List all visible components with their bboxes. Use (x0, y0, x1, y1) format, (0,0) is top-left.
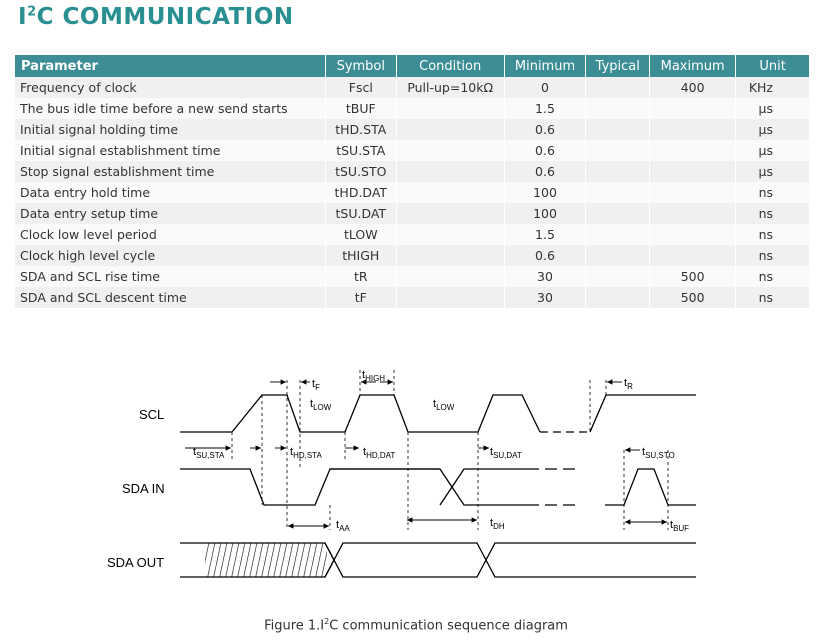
page-title: $I^2C$ COMMUNICATION (18, 4, 294, 30)
cell-typical (586, 224, 650, 245)
cell-unit: μs (736, 98, 809, 119)
cell-maximum (650, 161, 736, 182)
cell-minimum: 100 (504, 182, 586, 203)
i2c-timing-diagram (0, 360, 832, 615)
cell-maximum (650, 182, 736, 203)
figure-caption: Figure $1.I^2C$ communication sequence diagram (264, 617, 568, 634)
table-row (15, 77, 809, 98)
table-row (15, 140, 809, 161)
table-row (15, 161, 809, 182)
cell-minimum: 100 (504, 203, 586, 224)
cell-unit: ns (736, 266, 809, 287)
cell-minimum: 30 (504, 266, 586, 287)
t-dh-label: $t_{DH}$ (490, 517, 505, 531)
cell-parameter: Initial signal holding time (15, 119, 325, 140)
header-maximum: Maximum (650, 55, 736, 77)
cell-minimum: 0.6 (504, 119, 586, 140)
header-minimum: Minimum (504, 55, 586, 77)
cell-maximum (650, 245, 736, 266)
t-f-label: $t_F$ (312, 378, 320, 392)
cell-minimum: 0.6 (504, 161, 586, 182)
t-aa-label: $t_{AA}$ (336, 519, 350, 533)
cell-symbol: tSU.DAT (325, 203, 396, 224)
cell-parameter: Clock high level cycle (15, 245, 325, 266)
cell-symbol: tSU.STA (325, 140, 396, 161)
table-row (15, 266, 809, 287)
cell-unit: ns (736, 224, 809, 245)
cell-condition (396, 203, 504, 224)
cell-typical (586, 182, 650, 203)
cell-symbol: Fscl (325, 77, 396, 98)
timing-reference-lines (232, 370, 668, 530)
cell-parameter: Initial signal establishment time (15, 140, 325, 161)
cell-typical (586, 287, 650, 308)
table-row (15, 245, 809, 266)
cell-maximum: 400 (650, 77, 736, 98)
cell-unit: μs (736, 161, 809, 182)
cell-minimum: 0.6 (504, 245, 586, 266)
cell-condition (396, 266, 504, 287)
t-hd-sta-label: $t_{HD,STA}$ (290, 446, 322, 460)
cell-parameter: SDA and SCL descent time (15, 287, 325, 308)
t-su-dat-label: $t_{SU,DAT}$ (490, 446, 522, 460)
header-typical: Typical (586, 55, 650, 77)
cell-typical (586, 119, 650, 140)
cell-minimum: 0.6 (504, 140, 586, 161)
t-su-sta-label: $t_{SU,STA}$ (193, 446, 225, 460)
cell-symbol: tHD.STA (325, 119, 396, 140)
cell-parameter: Stop signal establishment time (15, 161, 325, 182)
cell-minimum: 1.5 (504, 224, 586, 245)
cell-parameter: Data entry hold time (15, 182, 325, 203)
sda-out-waveform (180, 543, 696, 577)
table-row (15, 224, 809, 245)
cell-symbol: tSU.STO (325, 161, 396, 182)
cell-condition (396, 245, 504, 266)
header-parameter: Parameter (15, 55, 325, 77)
table-row (15, 287, 809, 308)
cell-symbol: tR (325, 266, 396, 287)
t-low-label-2: $t_{LOW}$ (433, 398, 455, 412)
cell-typical (586, 203, 650, 224)
table-row (15, 182, 809, 203)
sda-out-label: SDA OUT (107, 555, 165, 570)
table-header-row (15, 55, 809, 77)
t-low-label-1: $t_{LOW}$ (310, 398, 332, 412)
cell-typical (586, 161, 650, 182)
header-condition: Condition (396, 55, 504, 77)
cell-condition (396, 182, 504, 203)
sda-in-waveform (180, 469, 696, 505)
cell-minimum: 1.5 (504, 98, 586, 119)
t-su-sto-label: $t_{SU,STO}$ (642, 446, 675, 460)
cell-typical (586, 266, 650, 287)
scl-waveform (180, 395, 696, 432)
cell-maximum (650, 140, 736, 161)
cell-parameter: Frequency of clock (15, 77, 325, 98)
cell-parameter: SDA and SCL rise time (15, 266, 325, 287)
cell-maximum (650, 98, 736, 119)
sda-in-label: SDA IN (122, 481, 165, 496)
header-unit: Unit (736, 55, 809, 77)
table-row (15, 203, 809, 224)
header-symbol: Symbol (325, 55, 396, 77)
cell-typical (586, 98, 650, 119)
i2c-parameter-table (15, 55, 809, 308)
cell-condition: Pull-up=10kΩ (396, 77, 504, 98)
cell-typical (586, 77, 650, 98)
cell-condition (396, 224, 504, 245)
t-buf-label: $t_{BUF}$ (670, 519, 690, 533)
cell-condition (396, 140, 504, 161)
t-high-label: $t_{HIGH}$ (362, 369, 386, 383)
cell-minimum: 30 (504, 287, 586, 308)
table-row (15, 98, 809, 119)
cell-unit: KHz (736, 77, 809, 98)
cell-condition (396, 119, 504, 140)
cell-symbol: tHD.DAT (325, 182, 396, 203)
cell-minimum: 0 (504, 77, 586, 98)
cell-unit: ns (736, 203, 809, 224)
cell-typical (586, 140, 650, 161)
cell-unit: ns (736, 287, 809, 308)
t-hd-dat-label: $t_{HD,DAT}$ (363, 446, 396, 460)
cell-unit: ns (736, 245, 809, 266)
cell-maximum: 500 (650, 266, 736, 287)
cell-symbol: tLOW (325, 224, 396, 245)
cell-condition (396, 98, 504, 119)
cell-maximum: 500 (650, 287, 736, 308)
cell-symbol: tHIGH (325, 245, 396, 266)
cell-condition (396, 161, 504, 182)
cell-maximum (650, 224, 736, 245)
cell-condition (396, 287, 504, 308)
cell-typical (586, 245, 650, 266)
cell-unit: μs (736, 140, 809, 161)
cell-unit: μs (736, 119, 809, 140)
cell-unit: ns (736, 182, 809, 203)
cell-maximum (650, 203, 736, 224)
cell-symbol: tF (325, 287, 396, 308)
cell-parameter: Data entry setup time (15, 203, 325, 224)
cell-parameter: The bus idle time before a new send starts (15, 98, 325, 119)
cell-parameter: Clock low level period (15, 224, 325, 245)
cell-symbol: tBUF (325, 98, 396, 119)
table-row (15, 119, 809, 140)
scl-label: SCL (139, 407, 165, 422)
t-r-label: $t_R$ (624, 377, 633, 391)
cell-maximum (650, 119, 736, 140)
